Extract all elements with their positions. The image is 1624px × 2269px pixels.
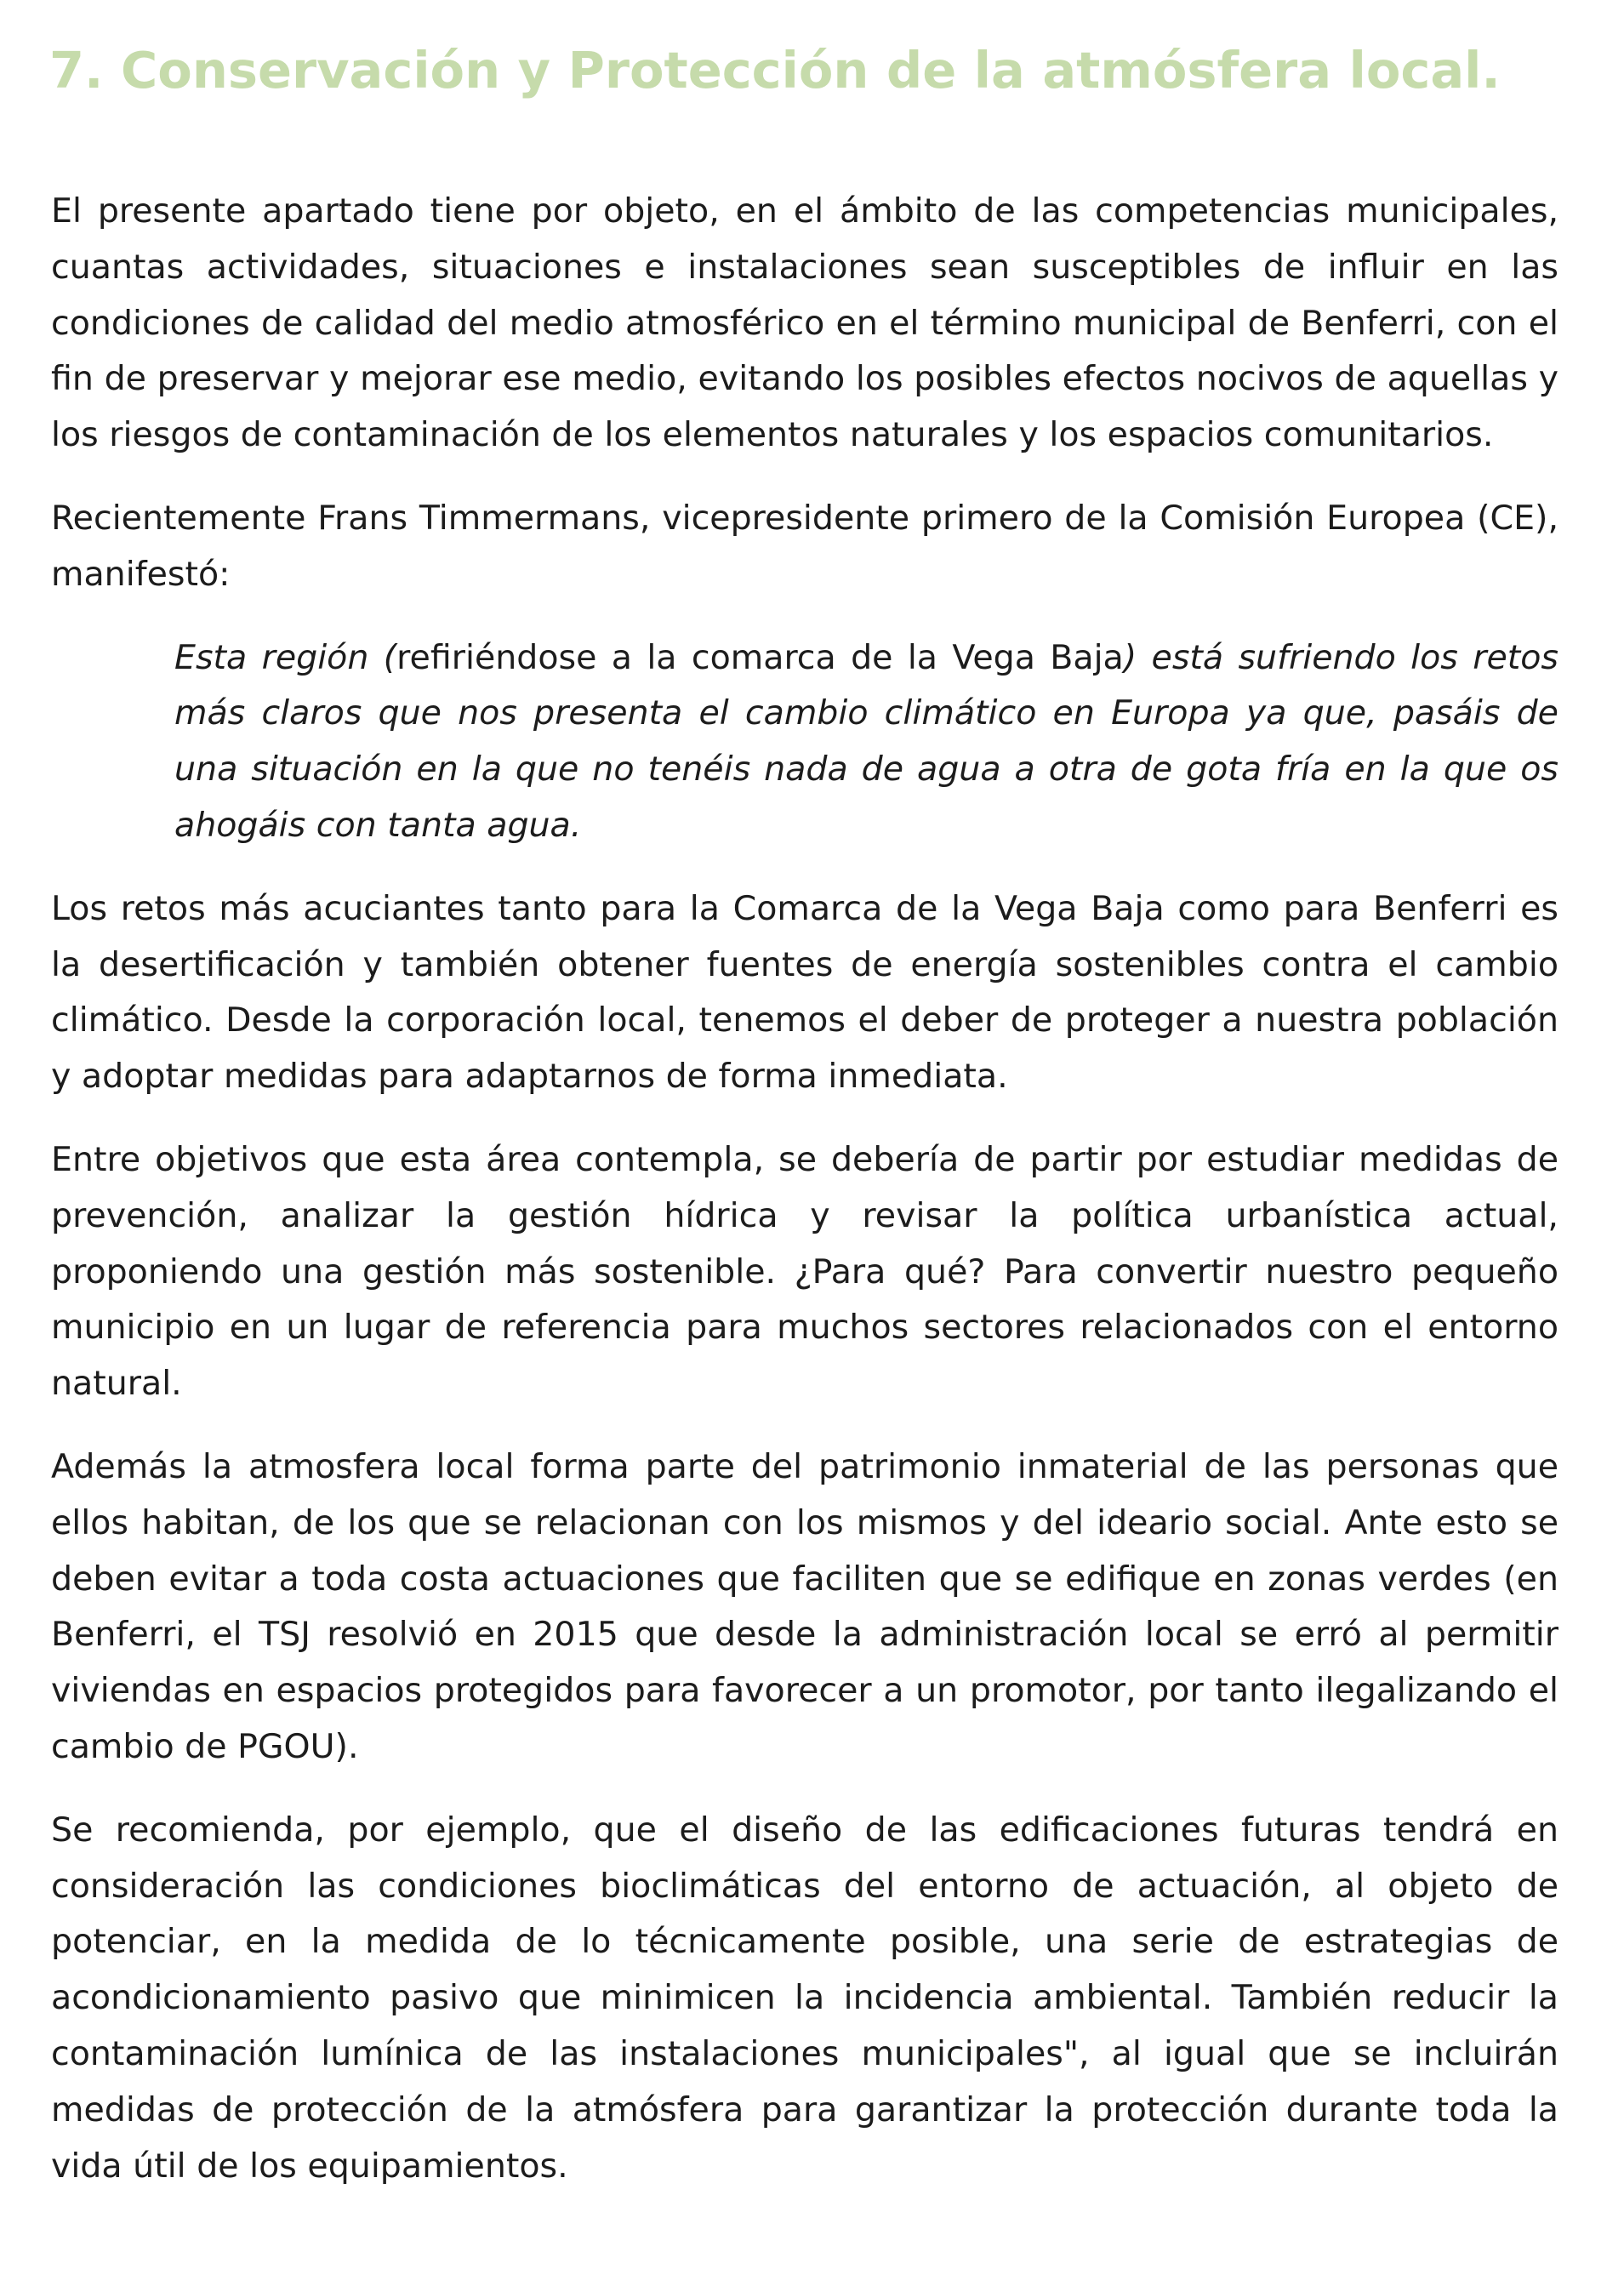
paragraph-recommendations: Se recomienda, por ejemplo, que el diseño de las edificaciones futuras tendrá en consideración las condiciones bioclimáticas del entorno de actuación, al objeto de potenciar, en la medida de lo técnicamente posible, una serie de estrategias de acondicionamiento pasivo que minimicen la incidencia ambiental. También reducir la contaminación lumínica de las instalaciones municipales", al igual que se incluirán medidas de protección de la atmósfera para garantizar la protección durante toda la vida útil de los equipamientos.: [51, 1810, 1558, 2186]
paragraph-timmermans-intro: Recientemente Frans Timmermans, vicepresidente primero de la Comisión Europea (CE), manifestó:: [51, 498, 1558, 594]
document-body: [51, 184, 1558, 2221]
quote-part-3: ) está sufriendo los retos más claros que nos presenta el cambio climático en Europa ya que, pasáis de una situación en la que no tenéis nada de agua a otra de gota fría en la que os ahogáis con tanta agua.: [174, 637, 1559, 845]
quote-aside: refiriéndose a la comarca de la Vega Baja: [396, 637, 1124, 677]
paragraph-challenges: Los retos más acuciantes tanto para la Comarca de la Vega Baja como para Benferri es la desertificación y también obtener fuentes de energía sostenibles contra el cambio climático. Desde la corporación local, tenemos el deber de proteger a nuestra población y adoptar medidas para adaptarnos de forma inmediata.: [51, 888, 1558, 1097]
block-quote: [174, 630, 1558, 854]
paragraph-heritage: Además la atmosfera local forma parte del patrimonio inmaterial de las personas que ellos habitan, de los que se relacionan con los mismos y del ideario social. Ante esto se deben evitar a toda costa actuaciones que faciliten que se edifique en zonas verdes (en Benferri, el TSJ resolvió en 2015 que desde la administración local se erró al permitir viviendas en espacios protegidos para favorecer a un promotor, por tanto ilegalizando el cambio de PGOU).: [51, 1446, 1558, 1766]
quote-part-1: Esta región (: [174, 637, 397, 677]
paragraph-objectives: Entre objetivos que esta área contempla, se debería de partir por estudiar medidas de prevención, analizar la gestión hídrica y revisar la política urbanística actual, proponiendo una gestión más sostenible. ¿Para qué? Para convertir nuestro pequeño municipio en un lugar de referencia para muchos sectores relacionados con el entorno natural.: [51, 1139, 1558, 1404]
paragraph-scope: El presente apartado tiene por objeto, en el ámbito de las competencias municipales, cuantas actividades, situaciones e instalaciones sean susceptibles de influir en las condiciones de calidad del medio atmosférico en el término municipal de Benferri, con el fin de preservar y mejorar ese medio, evitando los posibles efectos nocivos de aquellas y los riesgos de contaminación de los elementos naturales y los espacios comunitarios.: [51, 191, 1558, 455]
section-title: 7. Conservación y Protección de la atmósfera local.: [49, 41, 1501, 100]
